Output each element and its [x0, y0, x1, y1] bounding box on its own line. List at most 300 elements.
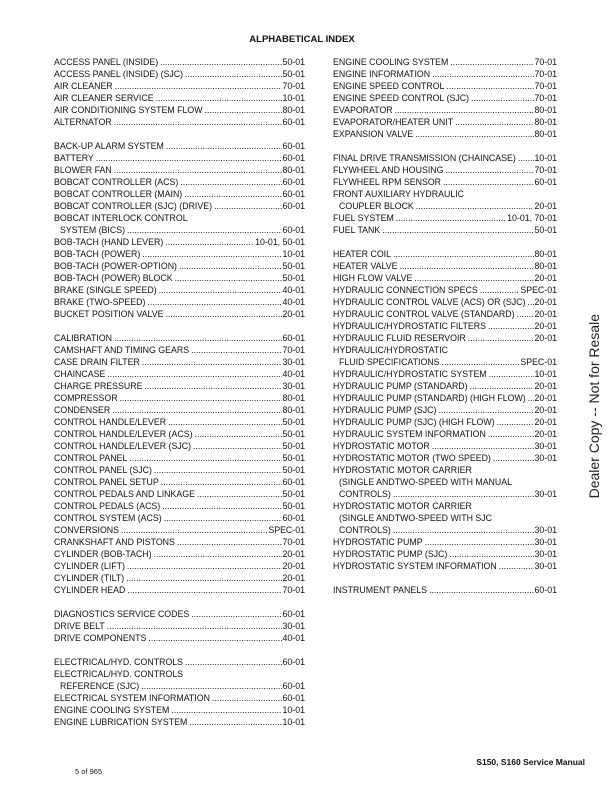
index-entry: [333, 188, 557, 212]
entry-label: BOBCAT CONTROLLER (MAIN): [54, 189, 183, 199]
index-entry-line: [333, 68, 557, 80]
index-entry: [54, 284, 305, 296]
page-reference: 80-01: [282, 405, 305, 415]
index-entry-line: [54, 80, 305, 92]
dot-leader: [157, 284, 282, 296]
index-entry: [333, 224, 557, 236]
entry-label: BOB-TACH (POWER) BLOCK: [54, 273, 173, 283]
index-entry-line: [54, 668, 305, 680]
index-section: [54, 140, 305, 320]
page-reference: 40-01: [282, 285, 305, 295]
entry-label: CONTROL HANDLE/LEVER (SJC): [54, 441, 192, 451]
page-reference: 30-01: [282, 381, 305, 391]
entry-label: CHAINCASE: [54, 369, 106, 379]
index-section: [333, 248, 557, 572]
dot-leader: [487, 368, 534, 380]
dot-leader: [163, 236, 254, 248]
section-spacer: [333, 236, 557, 248]
dot-leader: [113, 80, 282, 92]
index-entry-line: [54, 140, 305, 152]
dealer-copy-watermark: Dealer Copy -- Not for Resale: [586, 314, 602, 499]
index-entry-line: [54, 56, 305, 68]
index-entry: [333, 248, 557, 260]
page-reference: 60-01: [282, 657, 305, 667]
page-reference: 80-01: [534, 261, 557, 271]
index-entry-line: [54, 428, 305, 440]
dot-leader: [391, 524, 534, 536]
entry-label: AIR CLEANER: [54, 81, 113, 91]
index-entry: [333, 284, 557, 296]
entry-label: BATTERY: [54, 153, 94, 163]
entry-label: CYLINDER (LIFT): [54, 561, 125, 571]
index-entry-line: [54, 548, 305, 560]
dot-leader: [112, 116, 282, 128]
index-entry: [54, 488, 305, 500]
index-entry-line: [54, 212, 305, 224]
page-reference: 60-01: [282, 201, 305, 211]
dot-leader: [430, 440, 534, 452]
index-entry: [54, 68, 305, 80]
dot-leader: [164, 308, 282, 320]
entry-label: CONTROLS): [339, 489, 391, 499]
page-reference: 30-01: [282, 357, 305, 367]
section-spacer: [54, 644, 305, 656]
page-reference: 50-01: [282, 429, 305, 439]
index-entry-line: [333, 272, 557, 284]
entry-label: BLOWER FAN: [54, 165, 112, 175]
index-entry: [54, 704, 305, 716]
index-entry-line: [54, 632, 305, 644]
index-entry-line: [54, 500, 305, 512]
dot-leader: [398, 260, 534, 272]
dot-leader: [469, 92, 533, 104]
entry-label: FRONT AUXILIARY HYDRAULIC: [333, 189, 465, 199]
index-entry-line: [54, 272, 305, 284]
index-entry: [333, 440, 557, 452]
index-entry-line: [333, 128, 557, 140]
index-entry-line: [333, 356, 557, 368]
entry-label: ENGINE SPEED CONTROL: [333, 81, 445, 91]
index-entry-line: [54, 368, 305, 380]
index-entry-line: [54, 68, 305, 80]
page-reference: 50-01: [282, 273, 305, 283]
page-reference: 20-01: [534, 405, 557, 415]
page-reference: 70-01: [282, 81, 305, 91]
entry-label: ELECTRICAL SYSTEM INFORMATION: [54, 693, 210, 703]
dot-leader: [187, 716, 281, 728]
index-entry: [54, 176, 305, 188]
page-reference: 60-01: [282, 141, 305, 151]
entry-label: BOBCAT CONTROLLER (SJC) (DRIVE): [54, 201, 213, 211]
dot-leader: [478, 284, 520, 296]
index-entry: [333, 500, 557, 536]
index-entry: [333, 272, 557, 284]
entry-label: FUEL SYSTEM: [333, 213, 394, 223]
dot-leader: [526, 392, 534, 404]
index-entry-line: [333, 476, 557, 488]
index-entry: [333, 56, 557, 68]
dot-leader: [447, 548, 533, 560]
index-entry: [333, 332, 557, 344]
index-column-left: [54, 56, 305, 728]
dot-leader: [125, 560, 282, 572]
index-entry-line: [333, 260, 557, 272]
dot-leader: [423, 536, 534, 548]
dot-leader: [118, 392, 282, 404]
index-entry-line: [333, 488, 557, 500]
index-entry-line: [333, 176, 557, 188]
index-entry-line: [333, 104, 557, 116]
page-reference: 70-01: [534, 69, 557, 79]
index-entry: [54, 140, 305, 152]
dot-leader: [413, 128, 533, 140]
dot-leader: [125, 584, 281, 596]
page-reference: 20-01: [282, 549, 305, 559]
page-reference: 80-01: [282, 105, 305, 115]
index-entry: [333, 260, 557, 272]
index-entry: [333, 536, 557, 548]
dot-leader: [182, 188, 281, 200]
dot-leader: [183, 68, 281, 80]
dot-leader: [436, 404, 533, 416]
index-entry: [333, 548, 557, 560]
page-reference: 10-01: [282, 93, 305, 103]
entry-label: COMPRESSOR: [54, 393, 118, 403]
page-reference: 50-01: [282, 453, 305, 463]
page-reference: 30-01: [282, 621, 305, 631]
entry-label: COUPLER BLOCK: [339, 201, 414, 211]
index-entry: [54, 392, 305, 404]
entry-label: BOBCAT INTERLOCK CONTROL: [54, 213, 188, 223]
index-entry-line: [333, 224, 557, 236]
page-reference: 50-01: [282, 441, 305, 451]
page-reference: 60-01: [282, 693, 305, 703]
page-reference: 10-01, 50-01: [255, 237, 305, 247]
dot-leader: [140, 356, 282, 368]
entry-label: CHARGE PRESSURE: [54, 381, 143, 391]
index-entry: [54, 584, 305, 596]
entry-label: EVAPORATOR: [333, 105, 393, 115]
index-entry-line: [54, 344, 305, 356]
index-section: [333, 152, 557, 236]
dot-leader: [412, 272, 533, 284]
dot-leader: [525, 296, 533, 308]
dot-leader: [166, 416, 281, 428]
index-entry-line: [54, 296, 305, 308]
index-entry-line: [54, 584, 305, 596]
page-reference: SPEC-01: [520, 357, 557, 367]
index-entry-line: [54, 416, 305, 428]
entry-label: CASE DRAIN FILTER: [54, 357, 140, 367]
entry-label: HYDROSTATIC MOTOR CARRIER: [333, 501, 472, 511]
entry-label: BRAKE (SINGLE SPEED): [54, 285, 157, 295]
dot-leader: [189, 608, 281, 620]
page-reference: 30-01: [534, 561, 557, 571]
index-entry-line: [54, 236, 305, 248]
page-reference: 20-01: [534, 309, 557, 319]
index-section: [54, 56, 305, 128]
entry-label: DIAGNOSTICS SERVICE CODES: [54, 609, 190, 619]
dot-leader: [203, 104, 282, 116]
page-reference: 80-01: [534, 129, 557, 139]
page-reference: 30-01: [534, 441, 557, 451]
index-entry: [333, 416, 557, 428]
page-reference: 60-01: [282, 333, 305, 343]
page-reference: 70-01: [282, 585, 305, 595]
entry-label: HYDRAULIC CONTROL VALVE (STANDARD): [333, 309, 515, 319]
index-entry: [54, 476, 305, 488]
dot-leader: [125, 224, 281, 236]
entry-label: DRIVE COMPONENTS: [54, 633, 147, 643]
page-reference: 50-01: [282, 261, 305, 271]
index-entry: [54, 272, 305, 284]
dot-leader: [212, 200, 281, 212]
index-entry-line: [54, 572, 305, 584]
dot-leader: [154, 92, 282, 104]
dot-leader: [491, 452, 534, 464]
page-reference: 60-01: [282, 189, 305, 199]
index-section: [54, 608, 305, 644]
index-entry-line: [333, 308, 557, 320]
index-entry-line: [54, 512, 305, 524]
index-entry-line: [54, 560, 305, 572]
index-entry: [333, 428, 557, 440]
index-entry-line: [333, 560, 557, 572]
dot-leader: [195, 488, 282, 500]
entry-label: BUCKET POSITION VALVE: [54, 309, 164, 319]
page-reference: 20-01: [282, 561, 305, 571]
index-entry: [54, 608, 305, 620]
page-reference: 10-01: [282, 249, 305, 259]
entry-label: ELECTRICAL/HYD. CONTROLS: [54, 669, 184, 679]
entry-label: REFERENCE (SJC): [60, 681, 140, 691]
page-reference: 10-01: [534, 369, 557, 379]
entry-label: ELECTRICAL/HYD. CONTROLS: [54, 657, 184, 667]
entry-label: HYDRAULIC/HYDROSTATIC: [333, 345, 449, 355]
index-entry-line: [54, 380, 305, 392]
index-entry-line: [333, 524, 557, 536]
dot-leader: [178, 176, 281, 188]
index-entry-line: [333, 464, 557, 476]
index-entry: [54, 464, 305, 476]
page-reference: 40-01: [282, 633, 305, 643]
entry-label: ALTERNATOR: [54, 117, 112, 127]
index-entry-line: [54, 92, 305, 104]
index-entry: [333, 452, 557, 464]
index-entry-line: [333, 548, 557, 560]
dot-leader: [173, 272, 282, 284]
section-spacer: [333, 140, 557, 152]
index-entry: [333, 368, 557, 380]
page-reference: 60-01: [282, 513, 305, 523]
entry-label: BRAKE (TWO-SPEED): [54, 297, 146, 307]
page-reference: 40-01: [282, 369, 305, 379]
page-reference: 40-01: [282, 297, 305, 307]
entry-label: CONTROL PANEL: [54, 453, 128, 463]
entry-label: CONTROL HANDLE/LEVER: [54, 417, 167, 427]
dot-leader: [486, 428, 534, 440]
index-entry: [333, 320, 557, 332]
entry-label: BOBCAT CONTROLLER (ACS): [54, 177, 179, 187]
footer-page-number: 5 of 965: [75, 767, 103, 776]
page-reference: 50-01: [282, 417, 305, 427]
dot-leader: [453, 116, 533, 128]
index-entry-line: [333, 248, 557, 260]
page-reference: 20-01: [534, 297, 557, 307]
dot-leader: [146, 632, 281, 644]
entry-label: CONTROLS): [339, 525, 391, 535]
dot-leader: [119, 524, 267, 536]
index-entry-line: [333, 452, 557, 464]
page-reference: 70-01: [282, 345, 305, 355]
dot-leader: [152, 548, 282, 560]
page-reference: 70-01: [534, 57, 557, 67]
index-entry: [54, 716, 305, 728]
index-entry-line: [54, 284, 305, 296]
entry-label: HYDRAULIC SYSTEM INFORMATION: [333, 429, 486, 439]
section-spacer: [54, 320, 305, 332]
entry-label: HYDROSTATIC SYSTEM INFORMATION: [333, 561, 497, 571]
index-entry-line: [333, 188, 557, 200]
entry-label: HEATER VALVE: [333, 261, 398, 271]
index-entry: [54, 416, 305, 428]
index-entry-line: [54, 332, 305, 344]
entry-label: CYLINDER (BOB-TACH): [54, 549, 152, 559]
dot-leader: [158, 56, 281, 68]
entry-label: FUEL TANK: [333, 225, 381, 235]
page-reference: 10-01, 70-01: [507, 213, 557, 223]
dot-leader: [110, 404, 281, 416]
index-entry-line: [333, 284, 557, 296]
dot-leader: [495, 416, 534, 428]
dot-leader: [94, 152, 282, 164]
index-entry: [54, 572, 305, 584]
entry-label: EVAPORATOR/HEATER UNIT: [333, 117, 454, 127]
page-reference: 80-01: [534, 117, 557, 127]
index-entry-line: [333, 392, 557, 404]
entry-label: BOB-TACH (POWER): [54, 249, 141, 259]
index-entry-line: [333, 320, 557, 332]
index-entry-line: [54, 116, 305, 128]
index-entry-line: [54, 440, 305, 452]
index-entry: [54, 332, 305, 344]
index-entry-line: [54, 248, 305, 260]
dot-leader: [124, 572, 281, 584]
index-entry: [54, 692, 305, 704]
index-entry: [54, 560, 305, 572]
page-reference: 70-01: [282, 537, 305, 547]
index-entry: [54, 428, 305, 440]
entry-label: HYDROSTATIC MOTOR (TWO SPEED): [333, 453, 491, 463]
index-entry: [54, 236, 305, 248]
entry-label: HIGH FLOW VALVE: [333, 273, 413, 283]
dot-leader: [160, 500, 281, 512]
index-entry: [333, 152, 557, 164]
entry-label: DRIVE BELT: [54, 621, 105, 631]
page-reference: 20-01: [282, 573, 305, 583]
page-reference: 20-01: [534, 201, 557, 211]
dot-leader: [105, 620, 282, 632]
dot-leader: [516, 152, 534, 164]
index-entry-line: [333, 428, 557, 440]
page-reference: 50-01: [282, 69, 305, 79]
page-reference: 70-01: [534, 93, 557, 103]
entry-label: SYSTEM (BICS): [60, 225, 126, 235]
page-reference: 60-01: [282, 153, 305, 163]
index-entry-line: [333, 332, 557, 344]
index-entry-line: [54, 404, 305, 416]
index-entry: [54, 632, 305, 644]
index-entry: [333, 380, 557, 392]
page-reference: 50-01: [534, 225, 557, 235]
page-reference: 10-01: [282, 705, 305, 715]
index-entry-line: [54, 704, 305, 716]
index-entry: [333, 308, 557, 320]
dot-leader: [210, 692, 282, 704]
dot-leader: [162, 512, 282, 524]
index-entry-line: [333, 512, 557, 524]
index-entry: [54, 524, 305, 536]
index-entry-line: [54, 188, 305, 200]
entry-label: CONVERSIONS: [54, 525, 120, 535]
index-section: [333, 56, 557, 140]
page-reference: 50-01: [282, 465, 305, 475]
dot-leader: [414, 200, 534, 212]
dot-leader: [159, 476, 282, 488]
entry-label: HYDRAULIC/HYDROSTATIC FILTERS: [333, 321, 486, 331]
dot-leader: [440, 356, 520, 368]
index-entry: [333, 128, 557, 140]
index-entry-line: [54, 536, 305, 548]
dot-leader: [127, 452, 281, 464]
index-entry-line: [333, 56, 557, 68]
dot-leader: [468, 380, 534, 392]
index-entry: [54, 260, 305, 272]
index-entry: [54, 500, 305, 512]
index-entry: [54, 668, 305, 692]
index-entry-line: [333, 536, 557, 548]
page-reference: 20-01: [534, 333, 557, 343]
dot-leader: [112, 332, 281, 344]
index-entry: [54, 164, 305, 176]
index-entry: [333, 584, 557, 596]
index-entry-line: [54, 476, 305, 488]
index-entry: [54, 620, 305, 632]
index-section: [54, 332, 305, 596]
page-reference: 80-01: [282, 165, 305, 175]
entry-label: CYLINDER HEAD: [54, 585, 126, 595]
dot-leader: [152, 464, 282, 476]
index-entry: [333, 68, 557, 80]
entry-label: HYDROSTATIC MOTOR: [333, 441, 430, 451]
page-title: ALPHABETICAL INDEX: [249, 34, 355, 45]
index-entry-line: [333, 80, 557, 92]
index-entry-line: [333, 416, 557, 428]
entry-label: HYDRAULIC PUMP (SJC) (HIGH FLOW): [333, 417, 495, 427]
entry-label: BOB-TACH (HAND LEVER): [54, 237, 164, 247]
index-entry: [333, 176, 557, 188]
index-entry-line: [333, 440, 557, 452]
page-reference: 60-01: [282, 177, 305, 187]
dot-leader: [145, 296, 281, 308]
index-column-right: [333, 56, 557, 596]
dot-leader: [183, 656, 281, 668]
dot-leader: [448, 56, 533, 68]
dot-leader: [430, 68, 533, 80]
index-entry: [333, 92, 557, 104]
page-reference: 10-01: [282, 717, 305, 727]
entry-label: AIR CONDITIONING SYSTEM FLOW: [54, 105, 203, 115]
